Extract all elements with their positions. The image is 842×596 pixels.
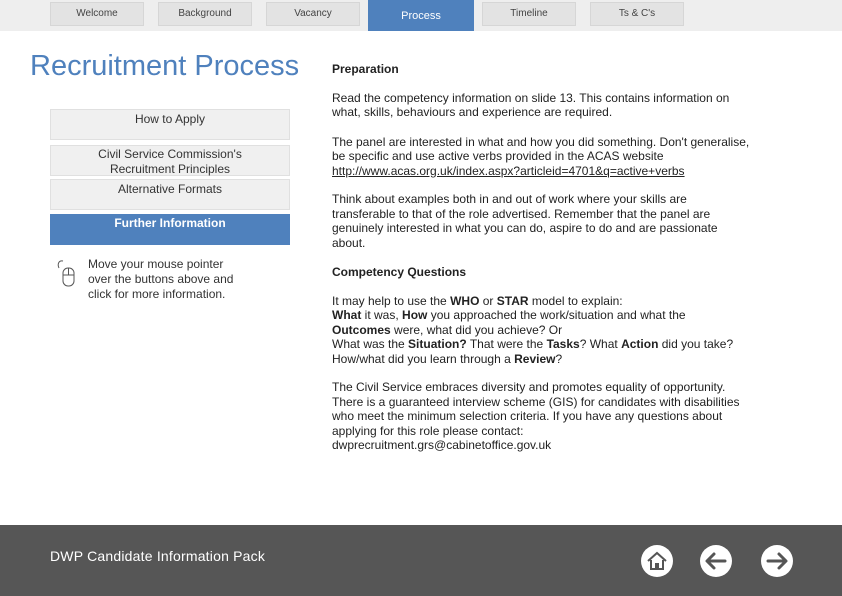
arrow-right-icon[interactable]	[760, 544, 794, 578]
paragraph-examples: Think about examples both in and out of work where your skills are transferable to that of the role advertised. Remember that the panel are genuinely interested in what you can do, aspire to do and are passionate about.	[332, 192, 718, 250]
paragraph-panel	[332, 135, 752, 179]
recruitment-principles-button[interactable]: Civil Service Commission's Recruitment Principles	[50, 145, 290, 176]
alternative-formats-button[interactable]: Alternative Formats	[50, 179, 290, 210]
arrow-left-icon[interactable]	[699, 544, 733, 578]
tab-vacancy[interactable]: Vacancy	[266, 2, 360, 26]
content-panel	[332, 62, 752, 453]
tab-process[interactable]: Process	[368, 0, 474, 31]
tab-terms[interactable]: Ts & C's	[590, 2, 684, 26]
home-icon[interactable]	[640, 544, 674, 578]
mouse-icon	[55, 258, 77, 288]
footer-bar	[0, 525, 842, 596]
contact-email: dwprecruitment.grs@cabinetoffice.gov.uk	[332, 438, 552, 452]
paragraph-star-model: It may help to use the WHO or STAR model to explain: What it was, How you approached the work/situation and what the Outcomes were, what did you achieve? Or What was the Situation? That were the Tasks? What Action did you take? How/what did you learn through a Review?	[332, 293, 734, 366]
competency-heading: Competency Questions	[332, 265, 467, 279]
instruction-hint: Move your mouse pointer over the buttons above and click for more information.	[88, 257, 234, 301]
further-information-button[interactable]: Further Information	[50, 214, 290, 245]
how-to-apply-button[interactable]: How to Apply	[50, 109, 290, 140]
tab-welcome[interactable]: Welcome	[50, 2, 144, 26]
tab-background[interactable]: Background	[158, 2, 252, 26]
acas-link[interactable]: http://www.acas.org.uk/index.aspx?articleid=4701&q=active+verbs	[332, 163, 685, 178]
preparation-heading: Preparation	[332, 62, 399, 76]
paragraph-diversity: The Civil Service embraces diversity and promotes equality of opportunity. There is a guaranteed interview scheme (GIS) for candidates with disabilities who meet the minimum selection criteria. If you have any questions about applying for this role please contact: dwprecruitment.grs@cabinetoffice.gov.uk	[332, 380, 740, 452]
paragraph-panel-text: The panel are interested in what and how you did something. Don't generalise, be specific and use active verbs provided in the ACAS website	[332, 134, 750, 163]
footer-title: DWP Candidate Information Pack	[50, 548, 266, 564]
top-navigation	[0, 0, 842, 31]
paragraph-competency-info: Read the competency information on slide 13. This contains information on what, skills, behaviours and experience are required.	[332, 90, 730, 119]
page-title: Recruitment Process	[30, 50, 300, 82]
tab-timeline[interactable]: Timeline	[482, 2, 576, 26]
